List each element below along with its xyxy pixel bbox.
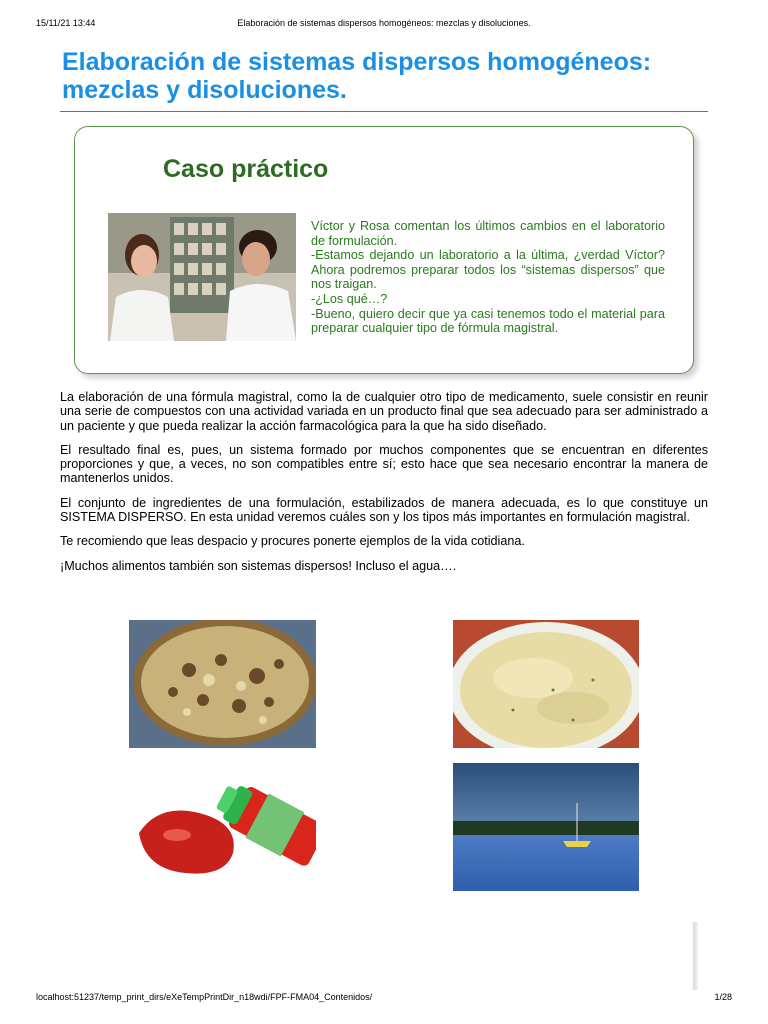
quiche-photo <box>129 620 316 748</box>
print-doc-title: Elaboración de sistemas dispersos homogéneos: mezclas y disoluciones. <box>237 18 531 28</box>
case-study-line: Víctor y Rosa comentan los últimos cambios en el laboratorio de formulación. <box>311 219 665 248</box>
title-divider <box>60 111 708 112</box>
page-title-line1: Elaboración de sistemas dispersos homogéneos: <box>62 48 652 76</box>
case-study-text <box>311 219 665 336</box>
scrollbar[interactable] <box>693 922 698 990</box>
body-paragraph: ¡Muchos alimentos también son sistemas dispersos! Incluso el agua…. <box>60 558 457 573</box>
body-paragraph: Te recomiendo que leas despacio y procures ponerte ejemplos de la vida cotidiana. <box>60 534 525 549</box>
case-study-line: -Estamos dejando un laboratorio a la última, ¿verdad Víctor? Ahora podremos preparar todos los “sistemas dispersos” que nos traigan. <box>311 248 665 292</box>
page-number: 1/28 <box>714 992 732 1002</box>
lake-photo <box>453 763 639 891</box>
print-datetime: 15/11/21 13:44 <box>36 18 96 28</box>
page-title <box>62 48 712 104</box>
body-paragraph: El conjunto de ingredientes de una formulación, estabilizados de manera adecuada, es lo que constituye un SISTEMA DISPERSO. En esta unidad veremos cuáles son y los tipos más importantes en formulación magistral. <box>60 495 708 525</box>
body-paragraph: La elaboración de una fórmula magistral, como la de cualquier otro tipo de medicamento, suele consistir en reunir una serie de compuestos con una actividad variada en un producto final que sea adecuado para ser administrado a un paciente y que pueda realizar la acción farmacológica para la que ha sido diseñado. <box>60 390 708 433</box>
print-header <box>0 14 768 28</box>
case-study-box <box>74 126 694 374</box>
case-study-heading: Caso práctico <box>163 155 329 183</box>
case-study-line: -¿Los qué…? <box>311 291 388 306</box>
mashed-potato-photo <box>453 620 639 748</box>
page-title-line2: mezclas y disoluciones. <box>62 76 347 104</box>
body-paragraph: El resultado final es, pues, un sistema formado por muchos componentes que se encuentran en diferentes proporciones y que, a veces, no son compatibles entre sí; esto hace que sea necesario encontrar la manera de mantenerlos unidos. <box>60 442 708 486</box>
body-text <box>60 390 708 583</box>
case-study-line: -Bueno, quiero decir que ya casi tenemos todo el material para preparar cualquier tipo de fórmula magistral. <box>311 306 665 336</box>
print-footer <box>0 992 768 1006</box>
pharmacists-photo <box>108 213 296 341</box>
print-url: localhost:51237/temp_print_dirs/eXeTempPrintDir_n18wdi/FPF-FMA04_Contenidos/ <box>36 992 373 1002</box>
ketchup-photo <box>129 763 316 891</box>
